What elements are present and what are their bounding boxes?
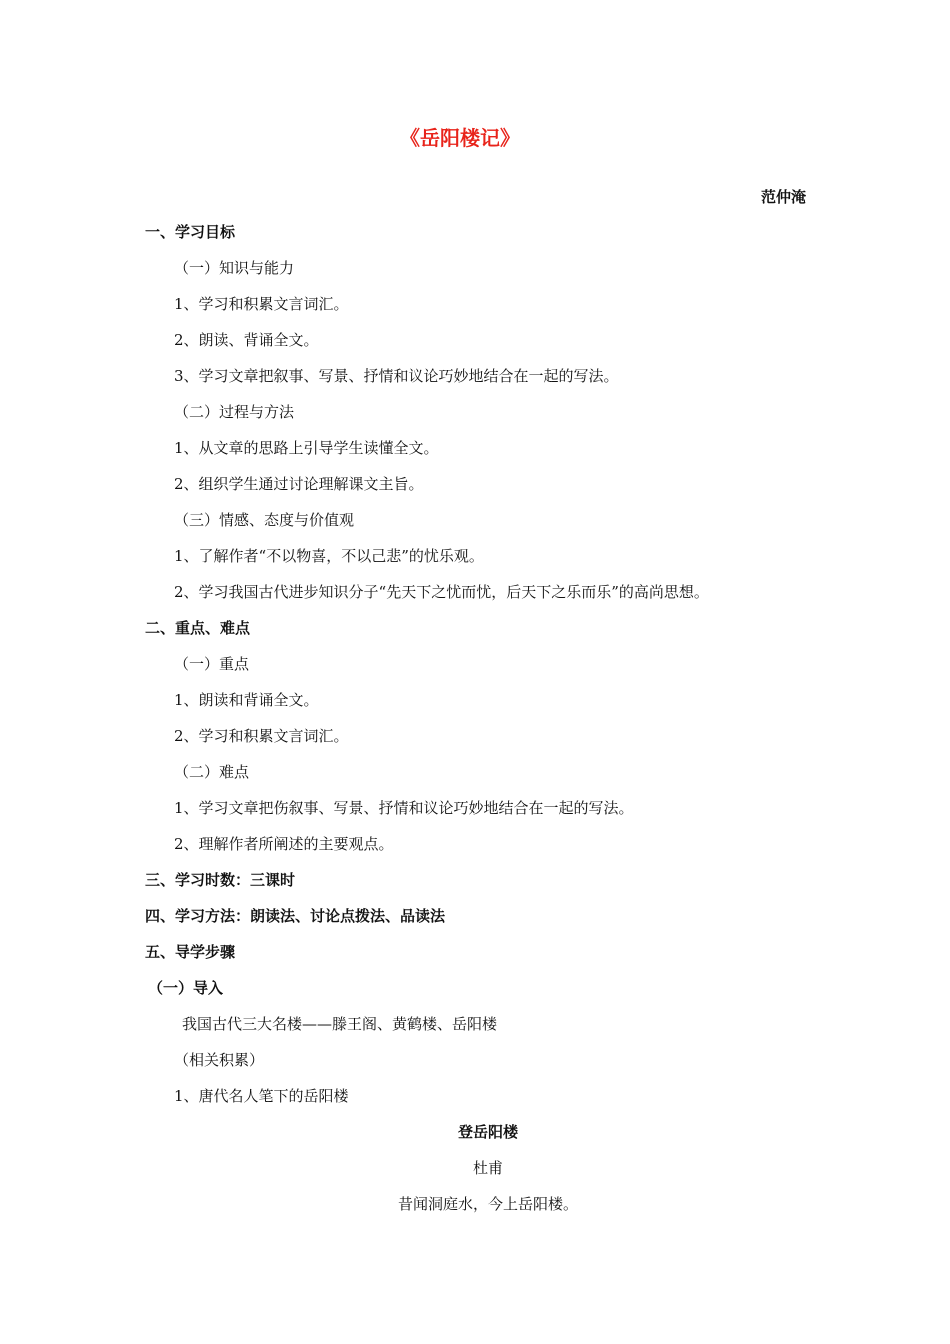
document-title: 《岳阳楼记》 <box>400 126 520 150</box>
section-heading-goals: 一、学习目标 <box>145 223 236 241</box>
list-item: 1、学习文章把伤叙事、写景、抒情和议论巧妙地结合在一起的写法。 <box>174 799 634 817</box>
subheading-key: （一）重点 <box>174 655 250 673</box>
subheading-knowledge: （一）知识与能力 <box>174 259 295 277</box>
poem-title: 登岳阳楼 <box>457 1123 518 1141</box>
poem-author: 杜甫 <box>472 1159 503 1177</box>
list-item: 1、了解作者“不以物喜，不以己悲”的忧乐观。 <box>174 547 484 565</box>
list-item: 2、组织学生通过讨论理解课文主旨。 <box>174 475 424 493</box>
section-heading-hours: 三、学习时数：三课时 <box>145 871 296 889</box>
subheading-emotion: （三）情感、态度与价值观 <box>174 511 355 529</box>
section-heading-keypoints: 二、重点、难点 <box>145 619 251 637</box>
list-item: 2、理解作者所阐述的主要观点。 <box>174 835 394 853</box>
subheading-process: （二）过程与方法 <box>174 403 295 421</box>
poem-line: 昔闻洞庭水，今上岳阳楼。 <box>397 1195 578 1213</box>
note-text: （相关积累） <box>174 1051 265 1069</box>
list-item: 3、学习文章把叙事、写景、抒情和议论巧妙地结合在一起的写法。 <box>174 367 619 385</box>
subheading-difficulty: （二）难点 <box>174 763 250 781</box>
list-item: 1、学习和积累文言词汇。 <box>174 295 349 313</box>
list-item: 2、学习和积累文言词汇。 <box>174 727 349 745</box>
list-item: 1、唐代名人笔下的岳阳楼 <box>174 1087 349 1105</box>
list-item: 1、朗读和背诵全文。 <box>174 691 319 709</box>
section-heading-methods: 四、学习方法：朗读法、讨论点拨法、品读法 <box>145 907 446 925</box>
intro-text: 我国古代三大名楼——滕王阁、黄鹤楼、岳阳楼 <box>182 1015 498 1033</box>
list-item: 2、朗读、背诵全文。 <box>174 331 319 349</box>
list-item: 2、学习我国古代进步知识分子“先天下之忧而忧，后天下之乐而乐”的高尚思想。 <box>174 583 709 601</box>
document-author: 范仲淹 <box>760 188 806 206</box>
list-item: 1、从文章的思路上引导学生读懂全文。 <box>174 439 439 457</box>
section-heading-steps: 五、导学步骤 <box>145 943 236 961</box>
subheading-intro: （一）导入 <box>148 979 224 997</box>
